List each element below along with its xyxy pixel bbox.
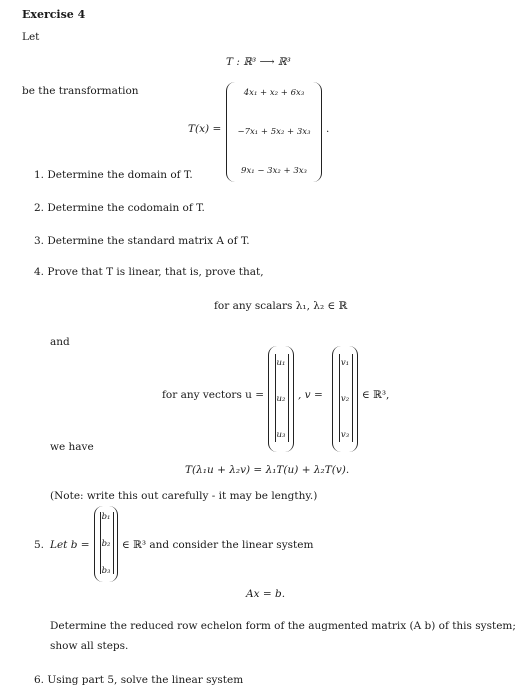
- item-3-text: Determine the standard matrix A of T.: [47, 235, 250, 247]
- item-6-number: 6.: [34, 674, 45, 686]
- item-4-number: 4.: [34, 266, 45, 278]
- for-any-vectors: for any vectors u =: [162, 389, 265, 401]
- vec-v-1: v₁: [340, 358, 350, 368]
- item-1-number: 1.: [34, 169, 45, 181]
- item-3: [34, 235, 250, 247]
- vec-b-2: b₂: [101, 539, 111, 549]
- vec-v-3: v₃: [340, 430, 350, 440]
- item-2-text: Determine the codomain of T.: [47, 202, 205, 214]
- exercise-heading: Exercise 4: [22, 8, 86, 21]
- we-have: we have: [50, 441, 94, 453]
- vector-u: [268, 346, 294, 452]
- rref-line-1: Determine the reduced row echelon form of the augmented matrix (A b) of this system;: [50, 620, 516, 632]
- transform-vector: [226, 82, 322, 182]
- item-1-text: Determine the domain of T.: [47, 169, 193, 181]
- item-4-text: Prove that T is linear, that is, prove that,: [47, 266, 264, 278]
- item-2-number: 2.: [34, 202, 45, 214]
- vec-u-3: u₃: [276, 430, 286, 440]
- vector-v: [332, 346, 358, 452]
- and-text: and: [50, 336, 70, 348]
- transform-row-2: −7x₁ + 5x₂ + 3x₃: [237, 127, 311, 137]
- be-the-transformation: be the transformation: [22, 85, 139, 97]
- vec-v-2: v₂: [340, 394, 350, 404]
- transform-row-1: 4x₁ + x₂ + 6x₃: [243, 88, 305, 98]
- scalars-line: for any scalars λ₁, λ₂ ∈ ℝ: [214, 300, 348, 312]
- vec-b-3: b₃: [101, 566, 111, 576]
- transform-row-3: 9x₁ − 3x₂ + 3x₃: [241, 166, 307, 176]
- item-5-rest: ∈ ℝ³ and consider the linear system: [122, 539, 314, 551]
- item-1: [34, 169, 193, 181]
- t-of-x-label: T(x) =: [188, 123, 222, 135]
- in-r3: ∈ ℝ³,: [362, 389, 390, 401]
- rref-line-2: show all steps.: [50, 640, 129, 652]
- vector-b: [94, 506, 118, 582]
- vec-u-1: u₁: [276, 358, 286, 368]
- item-3-number: 3.: [34, 235, 45, 247]
- map-formula: T : ℝ³ ⟶ ℝ³: [226, 56, 291, 68]
- item-5-let-b: Let b =: [50, 539, 90, 551]
- vec-b-1: b₁: [101, 512, 111, 522]
- item-6: [34, 674, 243, 686]
- transform-period: .: [326, 123, 330, 135]
- linearity-equation: T(λ₁u + λ₂v) = λ₁T(u) + λ₂T(v).: [185, 464, 350, 476]
- system-equation: Ax = b.: [246, 588, 286, 600]
- item-2: [34, 202, 205, 214]
- v-equals: , v =: [298, 389, 323, 401]
- item-6-text: Using part 5, solve the linear system: [47, 674, 244, 686]
- item-4: [34, 266, 264, 278]
- vec-u-2: u₂: [276, 394, 286, 404]
- item-5-number: 5.: [34, 539, 45, 551]
- note: (Note: write this out carefully - it may be lengthy.): [50, 490, 318, 502]
- intro-let: Let: [22, 31, 40, 43]
